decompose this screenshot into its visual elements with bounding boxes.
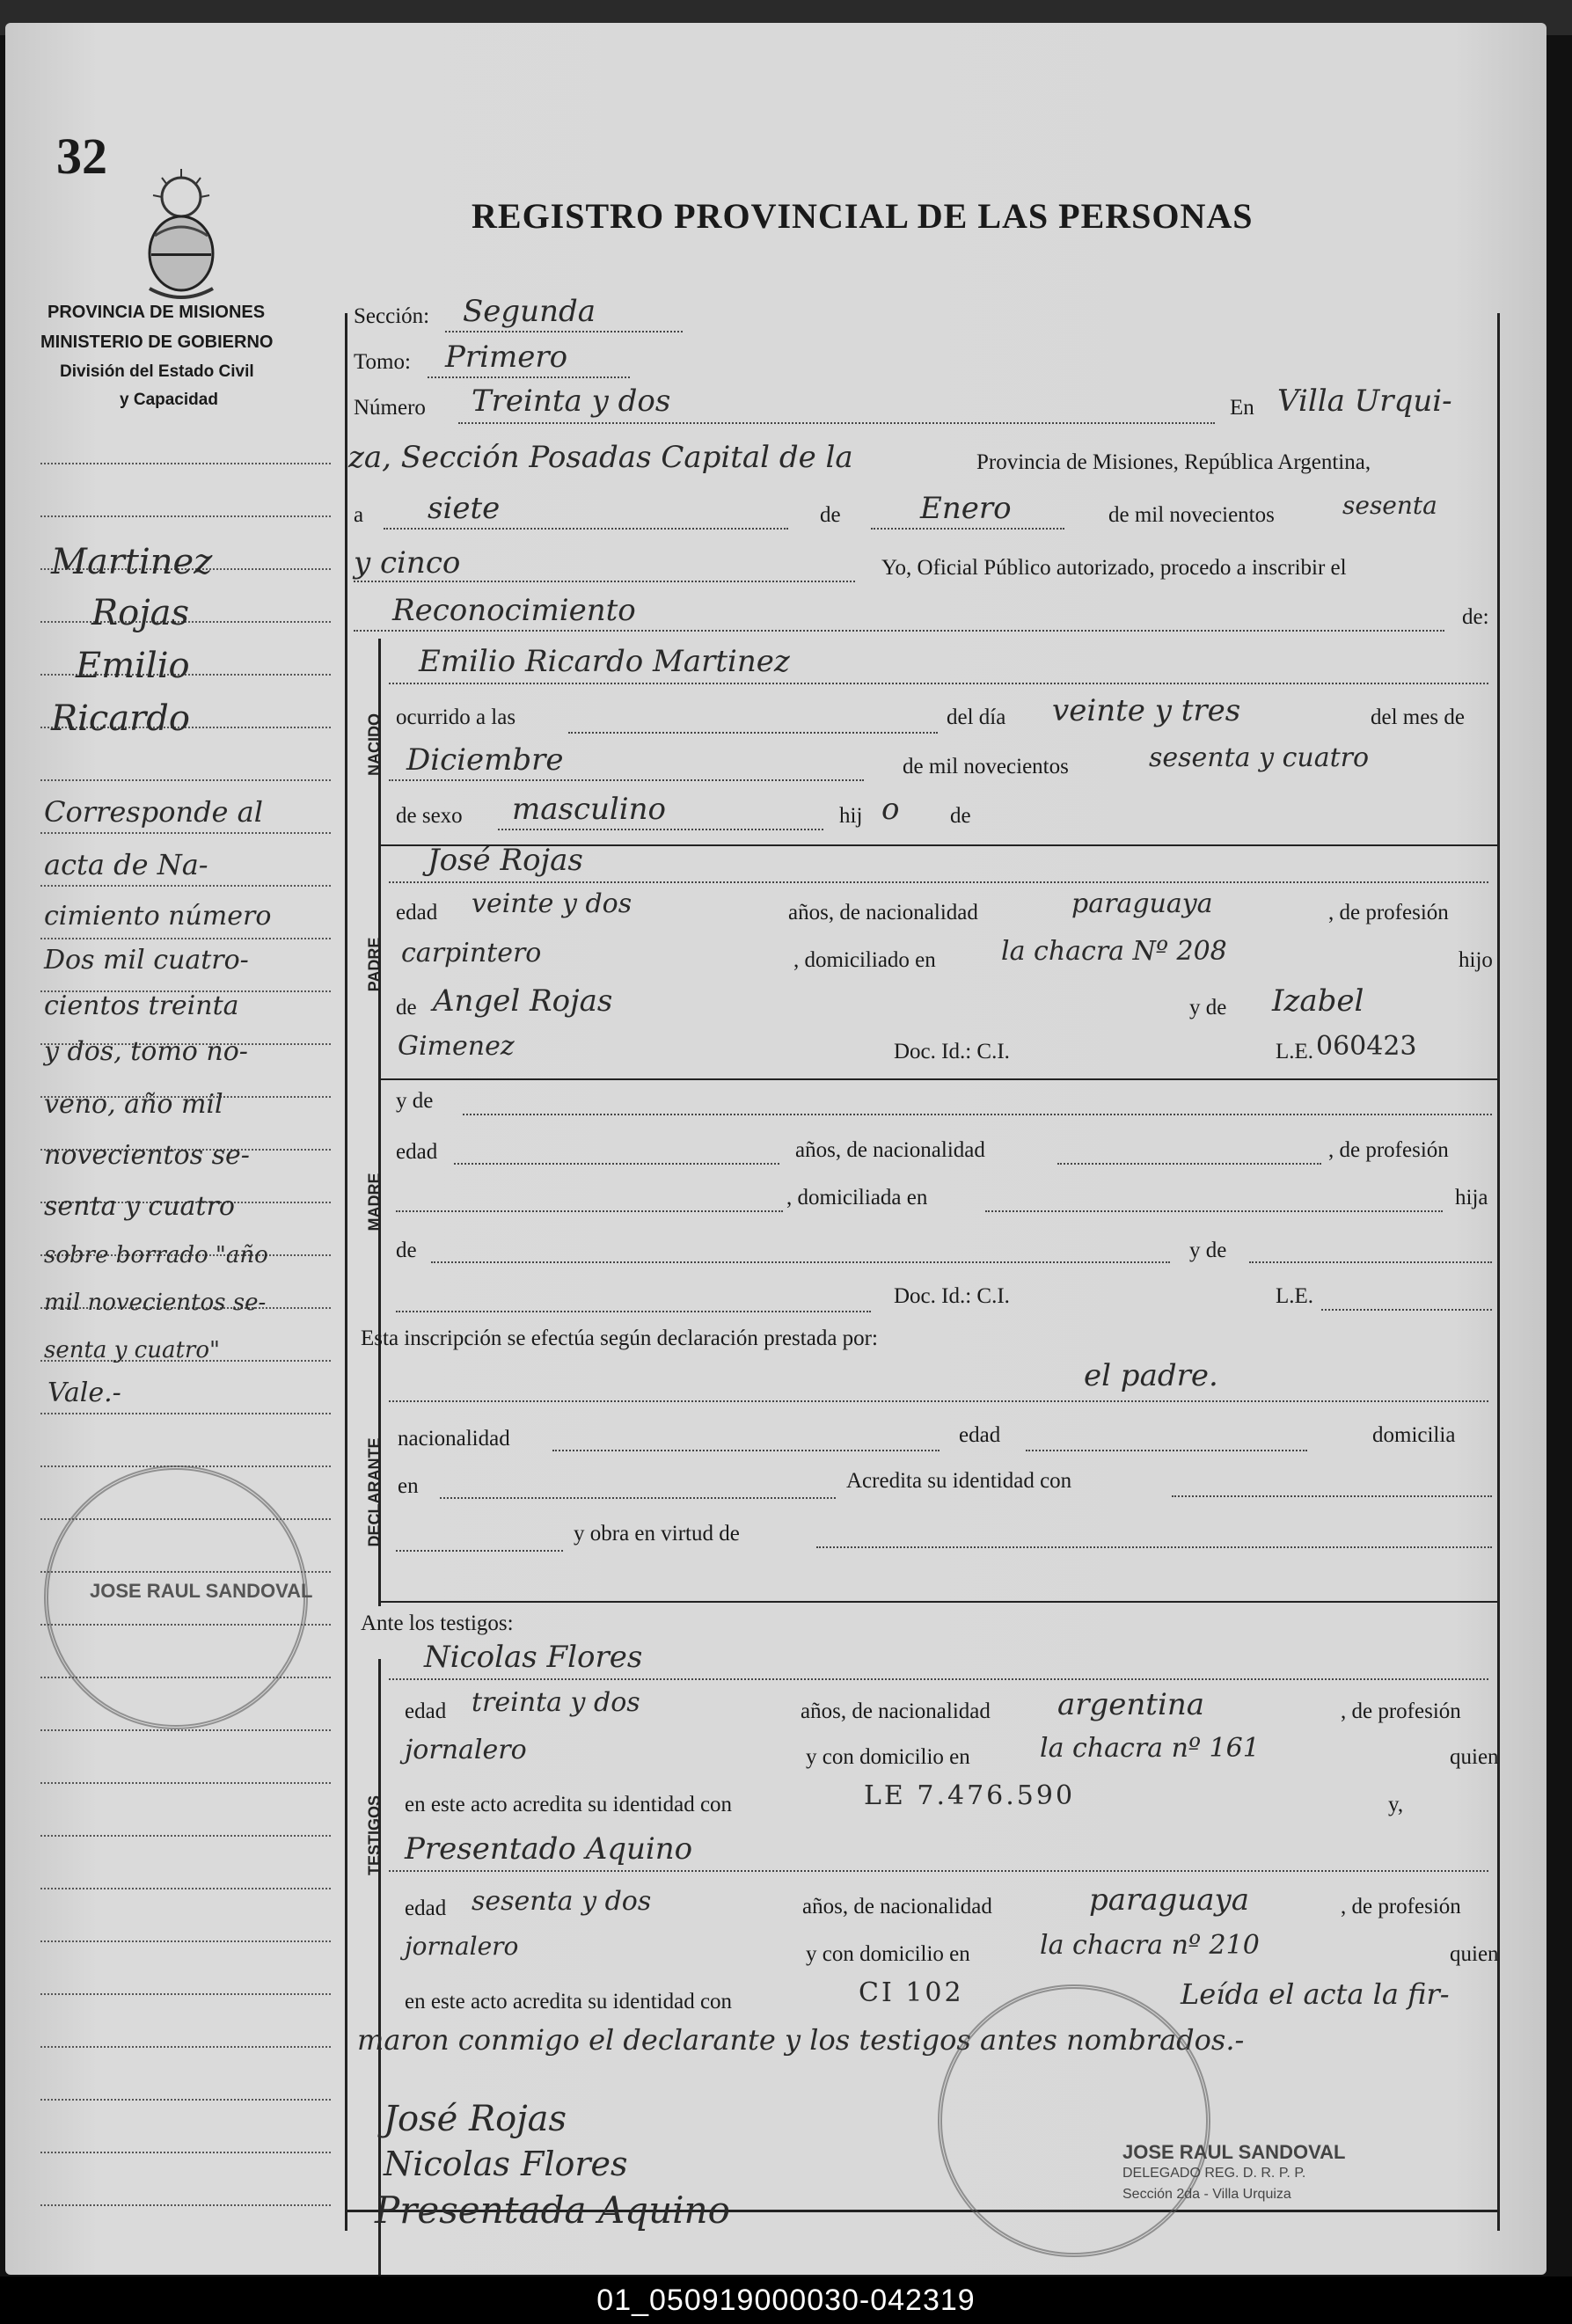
cierre-line-1: Leída el acta la fir- <box>1181 1977 1450 2011</box>
anio-value-2: y cinco <box>354 545 461 581</box>
testigo1-quien-label: quien <box>1450 1745 1499 1769</box>
testigo1-nac-label: años, de nacionalidad <box>801 1699 991 1723</box>
inner-bracket-line-2 <box>378 1659 381 2275</box>
cierre-line-2: maron conmigo el declarante y los testigos antes nombrados.- <box>357 2023 1245 2057</box>
issuer-division: División del Estado Civil <box>60 362 254 381</box>
testigo1-dom-value: la chacra nº 161 <box>1040 1733 1260 1764</box>
padre-dom-label: , domiciliado en <box>793 948 936 972</box>
declarante-obra-label: y obra en virtud de <box>574 1522 740 1546</box>
testigo1-prof-value: jornalero <box>405 1735 527 1765</box>
nacido-de-label: de <box>950 804 971 828</box>
padre-nac-label: años, de nacionalidad <box>788 901 978 924</box>
testigo1-nombre: Nicolas Flores <box>424 1640 643 1675</box>
acto-value: Reconocimiento <box>392 593 636 628</box>
madre-doc-label: Doc. Id.: C.I. <box>894 1284 1010 1308</box>
scan-footer-id: 01_050919000030-042319 <box>0 2276 1572 2324</box>
dia-value: siete <box>428 491 501 526</box>
sello-cargo: DELEGADO REG. D. R. P. P. <box>1122 2166 1306 2181</box>
page-number: 32 <box>56 128 107 185</box>
testigo1-nac-value: argentina <box>1057 1687 1205 1722</box>
padre-le-label: L.E. <box>1276 1040 1314 1063</box>
nacido-anio-value: sesenta y cuatro <box>1149 742 1370 773</box>
testigo2-dom-label: y con domicilio en <box>806 1942 970 1966</box>
testigo2-prof-value: jornalero <box>405 1932 519 1961</box>
de-end: de: <box>1462 605 1489 629</box>
madre-dom-label: , domiciliada en <box>786 1186 928 1210</box>
testigo2-edad-label: edad <box>405 1896 447 1920</box>
nacido-mes-label: del mes de <box>1371 705 1465 729</box>
declarante-acredita-label: Acredita su identidad con <box>846 1469 1072 1493</box>
sexo-value: masculino <box>512 792 667 827</box>
firma-3: Presentada Aquino <box>375 2189 730 2232</box>
numero-value: Treinta y dos <box>472 384 671 419</box>
hij-value: o <box>881 792 900 827</box>
sello-seccion: Sección 2da - Villa Urquiza <box>1122 2187 1291 2202</box>
padre-prof-value: carpintero <box>401 938 542 968</box>
padre-hijo-label: hijo <box>1459 948 1493 972</box>
a-label: a <box>354 503 364 527</box>
left-seal-name: JOSE RAUL SANDOVAL <box>90 1580 313 1602</box>
madre-de-value: Izabel <box>1272 983 1364 1019</box>
seccion-value: Segunda <box>463 294 596 329</box>
testigo2-nombre: Presentado Aquino <box>405 1831 693 1867</box>
madre-y-de-label: y de <box>396 1089 434 1113</box>
declarante-por-value: el padre. <box>1084 1358 1218 1393</box>
madre-le-label: L.E. <box>1276 1284 1314 1308</box>
frame-left-line <box>345 313 347 2231</box>
madre-de-value-2: Gimenez <box>398 1031 515 1062</box>
padre-divider <box>378 1078 1500 1080</box>
issuer-ministry: MINISTERIO DE GOBIERNO <box>40 333 274 352</box>
padre-edad-value: veinte y dos <box>472 888 632 919</box>
testigo2-doc-value: CI 102 <box>859 1977 964 2008</box>
declarante-dom-label: domicilia <box>1372 1423 1456 1447</box>
mes-value: Enero <box>920 491 1012 526</box>
testigo1-doc-value: LE 7.476.590 <box>864 1780 1076 1811</box>
sexo-label: de sexo <box>396 804 463 828</box>
madre-de-label: de <box>396 1239 417 1262</box>
testigo2-prof-label: , de profesión <box>1341 1895 1461 1918</box>
firma-2: Nicolas Flores <box>384 2145 628 2183</box>
testigo2-quien-label: quien <box>1450 1942 1499 1966</box>
padre-le-value: 060423 <box>1316 1031 1417 1062</box>
nacido-dia-label: del día <box>947 705 1006 729</box>
nacido-nombre: Emilio Ricardo Martinez <box>419 644 790 679</box>
provincia-text: Provincia de Misiones, República Argentina, <box>976 450 1371 474</box>
nacido-mes-value: Diciembre <box>406 742 564 778</box>
madre-nac-label: años, de nacionalidad <box>795 1138 985 1162</box>
oficial-text: Yo, Oficial Público autorizado, procedo a inscribir el <box>881 556 1347 580</box>
testigo2-edad-value: sesenta y dos <box>472 1886 652 1917</box>
madre-prof-label: , de profesión <box>1328 1138 1449 1162</box>
madre-hija-label: hija <box>1455 1186 1488 1210</box>
sello-nombre: JOSE RAUL SANDOVAL <box>1122 2141 1346 2163</box>
madre-y-de2-label: y de <box>1189 1239 1227 1262</box>
place-value: za, Sección Posadas Capital de la <box>348 440 853 475</box>
page-title: REGISTRO PROVINCIAL DE LAS PERSONAS <box>472 196 1254 236</box>
en-label: En <box>1230 396 1254 420</box>
madre-edad-label: edad <box>396 1140 438 1164</box>
testigos-side-label: TESTIGOS <box>365 1795 384 1876</box>
madre-side-label: MADRE <box>365 1173 384 1231</box>
padre-prof-label: , de profesión <box>1328 901 1449 924</box>
padre-doc-label: Doc. Id.: C.I. <box>894 1040 1010 1063</box>
padre-y-de-label: y de <box>1189 996 1227 1019</box>
declarante-en-label: en <box>398 1474 419 1498</box>
padre-de-value: Angel Rojas <box>433 983 613 1019</box>
declarante-intro: Esta inscripción se efectúa según declaración prestada por: <box>361 1326 878 1350</box>
declarante-edad-label: edad <box>959 1423 1001 1447</box>
declarante-nac-label: nacionalidad <box>398 1427 510 1451</box>
testigo1-edad-value: treinta y dos <box>472 1687 640 1718</box>
issuer-capacity: y Capacidad <box>120 391 218 409</box>
mil-text: de mil novecientos <box>1108 503 1275 527</box>
padre-nac-value: paraguaya <box>1071 888 1213 919</box>
testigo1-edad-label: edad <box>405 1699 447 1723</box>
padre-dom-value: la chacra Nº 208 <box>1001 936 1227 967</box>
en-value: Villa Urqui- <box>1277 384 1452 419</box>
ocurrido-label: ocurrido a las <box>396 705 516 729</box>
testigos-intro: Ante los testigos: <box>361 1611 514 1635</box>
testigo2-acredita-label: en este acto acredita su identidad con <box>405 1990 733 2013</box>
coat-of-arms-icon <box>137 165 225 306</box>
firma-1: José Rojas <box>384 2099 567 2139</box>
testigo2-nac-label: años, de nacionalidad <box>802 1895 992 1918</box>
testigo1-dom-label: y con domicilio en <box>806 1745 970 1769</box>
declarante-side-label: DECLARANTE <box>365 1437 384 1547</box>
hij-label: hij <box>839 804 863 828</box>
de-label: de <box>820 503 841 527</box>
seccion-label: Sección: <box>354 304 430 328</box>
tomo-label: Tomo: <box>354 350 411 374</box>
testigo2-dom-value: la chacra nº 210 <box>1040 1930 1260 1961</box>
issuer-province: PROVINCIA DE MISIONES <box>48 303 266 322</box>
testigo2-nac-value: paraguaya <box>1089 1882 1249 1918</box>
testigo1-prof-label: , de profesión <box>1341 1699 1461 1723</box>
padre-de-label: de <box>396 996 417 1019</box>
nacido-side-label: NACIDO <box>365 713 384 776</box>
testigo1-y-label: y, <box>1388 1793 1404 1816</box>
padre-nombre: José Rojas <box>428 843 583 878</box>
nacido-dia-value: veinte y tres <box>1052 693 1241 728</box>
tomo-value: Primero <box>445 340 568 375</box>
padre-side-label: PADRE <box>365 937 384 992</box>
declarante-divider <box>378 1601 1500 1603</box>
nacido-mil-label: de mil novecientos <box>903 755 1069 778</box>
right-seal-stamp <box>938 1984 1210 2257</box>
anio-value: sesenta <box>1342 491 1437 520</box>
padre-edad-label: edad <box>396 901 438 924</box>
testigo1-acredita-label: en este acto acredita su identidad con <box>405 1793 733 1816</box>
numero-label: Número <box>354 396 426 420</box>
document-page: 32 REGISTRO PROVINCIAL DE LAS PERSONAS PROVINCIA DE MISIONES MINISTERIO DE GOBIERNO División del Estado Civil y Capacidad Martinez Rojas Emilio Ricardo Corresponde al acta de Na- cimiento número Dos mil cuatro- cientos treinta y dos, tomo no- veno, año mil novecientos se- senta y cuatro sobre borrado "año mil novecientos se- senta y cuatro" Vale.- Sección: Segunda Tomo: Primero Número Treinta y dos En Villa Urqui- za, Sección Posadas Capital de la Provincia de Misiones, República Argentina, a siete de Enero de mil novecientos sesenta y cinco Yo, Oficial Público autorizado, procedo a inscribir el Reconocimiento de: NACIDO Emilio Ricardo Martinez ocurrido a las del día veinte y tres del mes de Diciembre de mil novecientos sesenta y cuatro de sexo masculino hij o de PADRE José Rojas edad veinte y dos años, de nacionalidad paraguaya , de profesión carpintero , domiciliado en la chacra Nº 208 hijo de Angel Rojas y de Izabel Gimenez Doc. Id.: C.I. L.E. 060423 MADRE y de edad años, de nacionalidad , de profesión , domiciliada en hija de y de Doc. Id.: C.I. L.E. Esta inscripción se efectúa según declaración prestada por: el padre. DECLARANTE nacionalidad edad domicilia en Acredita su identidad con y obra en virtud de Ante los testigos: TESTIGOS Nicolas Flores edad treinta y dos años, de nacionalidad argentina , de profesión jornalero y con domicilio en la chacra nº 161 quien en este acto acredita su identidad con LE 7.476.590 y, Presentado Aquino edad sesenta y dos años, de nacionalidad paraguaya , de profesión jornalero y con domicilio en la chacra nº 210 quien en este acto acredita su identidad con CI 102 Leída el acta la fir- maron conmigo el declarante y los testigos antes nombrados.- José Rojas Nicolas Flores Presentada Aquino JOSE RAUL SANDOVAL JOSE RAUL SANDOVAL DELEGADO REG. D. R. P. P. Sección 2da - Villa Urquiza <box>5 23 1546 2275</box>
